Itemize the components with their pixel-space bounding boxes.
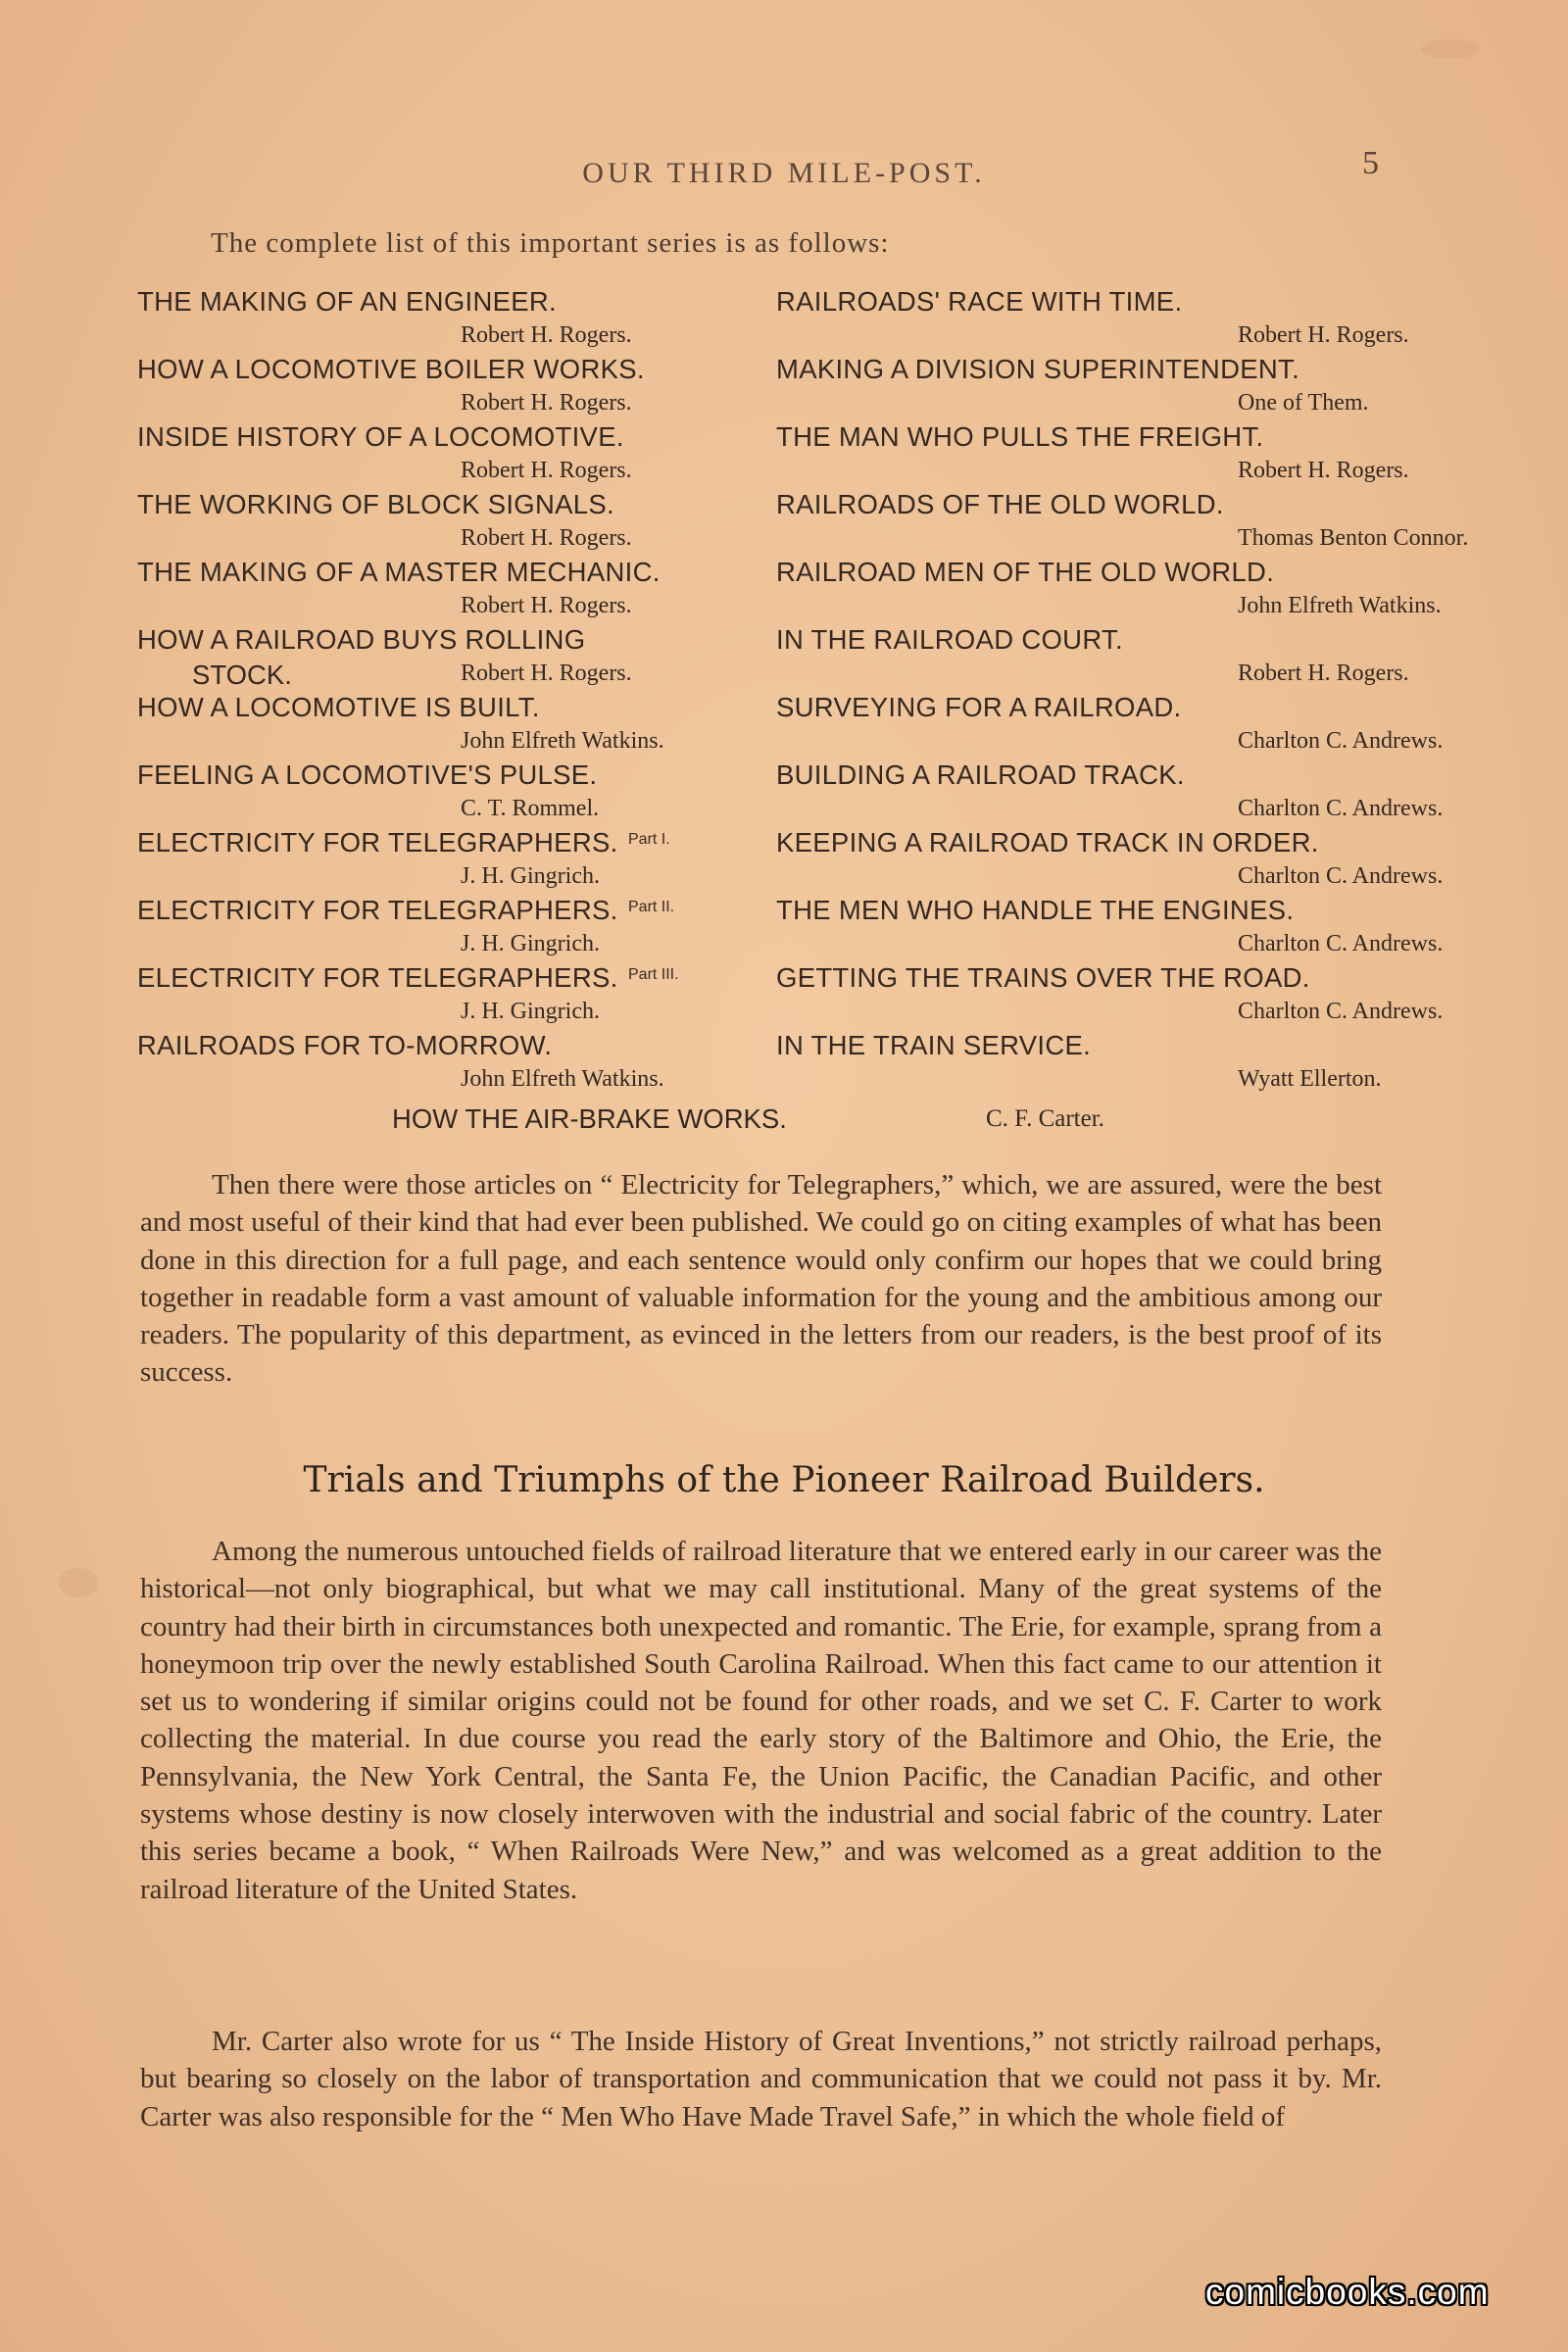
- series-author: Robert H. Rogers.: [1238, 661, 1409, 686]
- series-entry: [776, 624, 1409, 692]
- series-entry: [137, 1030, 755, 1098]
- series-title: GETTING THE TRAINS OVER THE ROAD.: [776, 962, 1310, 993]
- series-author: Robert H. Rogers.: [461, 322, 632, 348]
- series-title: THE MAKING OF AN ENGINEER.: [137, 286, 557, 317]
- section-heading: Trials and Triumphs of the Pioneer Railroad Builders.: [303, 1460, 1265, 1500]
- paragraph-historical: Among the numerous untouched fields of railroad literature that we entered early in our career was the historical—not only biographical, but what we may call institutional. Many of the great systems of the country had their birth in circumstances both unexpected and romantic. The Erie, for example, sprang from a honeymoon trip over the newly established South Carolina Railroad. When this fact came to our attention it set us to wondering if similar origins could not be found for other roads, and we set C. F. Carter to work collecting the material. In due course you read the early story of the Baltimore and Ohio, the Erie, the Pennsylvania, the New York Central, the Santa Fe, the Union Pacific, the Canadian Pacific, and other systems whose destiny is now closely interwoven with the industrial and social fabric of the country. Later this series became a book, “ When Railroads Were New,” and was welcomed as a great addition to the railroad literature of the United States.: [140, 1536, 1382, 1905]
- series-title: RAILROADS OF THE OLD WORLD.: [776, 489, 1224, 519]
- series-entry: [776, 557, 1442, 624]
- paper-stain: [1421, 39, 1480, 59]
- series-title: KEEPING A RAILROAD TRACK IN ORDER.: [776, 827, 1319, 858]
- series-entry: [137, 895, 755, 962]
- running-head: OUR THIRD MILE-POST.: [582, 157, 986, 189]
- series-title: THE WORKING OF BLOCK SIGNALS.: [137, 489, 614, 519]
- series-author: One of Them.: [1238, 390, 1369, 416]
- series-title: THE MEN WHO HANDLE THE ENGINES.: [776, 895, 1295, 925]
- series-entry: [776, 421, 1409, 489]
- series-author: C. F. Carter.: [986, 1105, 1104, 1132]
- series-entry: [137, 354, 755, 421]
- series-entry: [776, 827, 1444, 895]
- series-author: Robert H. Rogers.: [1238, 322, 1409, 348]
- series-entry: [137, 624, 755, 692]
- paragraph-telegraphers: Then there were those articles on “ Electricity for Telegraphers,” which, we are assured, were the best and most useful of their kind that had ever been published. We could go on citing examples of what has been done in this direction for a full page, and each sentence would only confirm our hopes that we could bring together in readable form a vast amount of valuable information for the young and the ambitious among our readers. The popularity of this department, as evinced in the letters from our readers, is the best proof of its success.: [140, 1169, 1382, 1389]
- series-title: HOW A RAILROAD BUYS ROLLING: [137, 624, 586, 655]
- series-author: Robert H. Rogers.: [1238, 458, 1409, 483]
- series-entry-final: [392, 1103, 1176, 1143]
- series-title-continued: STOCK.: [192, 660, 292, 690]
- series-author: Thomas Benton Connor.: [1238, 525, 1469, 551]
- series-entry: [137, 421, 755, 489]
- series-entry: [776, 760, 1444, 827]
- series-column-right: [776, 286, 1469, 1098]
- series-author: John Elfreth Watkins.: [461, 728, 664, 754]
- series-column-left: [137, 286, 755, 1098]
- series-part: Part III.: [628, 966, 679, 983]
- series-title: ELECTRICITY FOR TELEGRAPHERS.: [137, 895, 618, 925]
- series-entry: [776, 895, 1444, 962]
- series-title: RAILROADS' RACE WITH TIME.: [776, 286, 1183, 317]
- series-entry: [776, 354, 1398, 421]
- series-author: J. H. Gingrich.: [461, 931, 600, 956]
- series-author: Charlton C. Andrews.: [1238, 931, 1444, 956]
- paper-stain: [59, 1568, 98, 1597]
- series-author: Wyatt Ellerton.: [1238, 1066, 1382, 1092]
- series-entry: [776, 692, 1444, 760]
- series-entry: [137, 760, 755, 827]
- series-title: IN THE RAILROAD COURT.: [776, 624, 1123, 655]
- series-author: Robert H. Rogers.: [461, 458, 632, 483]
- series-author: Robert H. Rogers.: [461, 525, 632, 551]
- intro-line: The complete list of this important series is as follows:: [211, 227, 890, 259]
- series-author: Charlton C. Andrews.: [1238, 999, 1444, 1024]
- series-title: BUILDING A RAILROAD TRACK.: [776, 760, 1185, 790]
- series-title: RAILROAD MEN OF THE OLD WORLD.: [776, 557, 1275, 587]
- series-title: HOW THE AIR-BRAKE WORKS.: [392, 1103, 787, 1134]
- series-entry: [776, 489, 1469, 557]
- series-entry: [137, 692, 755, 760]
- series-title: HOW A LOCOMOTIVE BOILER WORKS.: [137, 354, 645, 384]
- series-author: C. T. Rommel.: [461, 796, 600, 821]
- series-list: [137, 286, 1469, 1100]
- series-title: MAKING A DIVISION SUPERINTENDENT.: [776, 354, 1300, 384]
- series-entry: [137, 962, 755, 1030]
- series-title: IN THE TRAIN SERVICE.: [776, 1030, 1092, 1060]
- series-author: Robert H. Rogers.: [461, 593, 632, 618]
- series-author: Charlton C. Andrews.: [1238, 863, 1444, 889]
- series-part: Part I.: [628, 831, 670, 848]
- series-entry: [137, 286, 755, 354]
- series-title: THE MAN WHO PULLS THE FREIGHT.: [776, 421, 1264, 452]
- series-author: Robert H. Rogers.: [461, 390, 632, 416]
- series-title: ELECTRICITY FOR TELEGRAPHERS.: [137, 962, 618, 993]
- series-entry: [776, 962, 1444, 1030]
- series-entry: [776, 286, 1409, 354]
- series-entry: [137, 827, 755, 895]
- series-entry: [137, 557, 755, 624]
- series-title: SURVEYING FOR A RAILROAD.: [776, 692, 1182, 722]
- series-author: Charlton C. Andrews.: [1238, 796, 1444, 821]
- paragraph-carter: Mr. Carter also wrote for us “ The Inside History of Great Inventions,” not strictly railroad perhaps, but bearing so closely on the labor of transportation and communication that we could not pass it by. Mr. Carter was also responsible for the “ Men Who Have Made Travel Safe,” in which the whole field of: [140, 2026, 1382, 2132]
- series-title: THE MAKING OF A MASTER MECHANIC.: [137, 557, 661, 587]
- series-title: ELECTRICITY FOR TELEGRAPHERS.: [137, 827, 618, 858]
- series-author: J. H. Gingrich.: [461, 999, 600, 1024]
- series-author: J. H. Gingrich.: [461, 863, 600, 889]
- page-number: 5: [1362, 145, 1379, 181]
- series-entry: [137, 489, 755, 557]
- series-part: Part II.: [628, 899, 675, 915]
- series-title: HOW A LOCOMOTIVE IS BUILT.: [137, 692, 540, 722]
- series-title: RAILROADS FOR TO-MORROW.: [137, 1030, 553, 1060]
- series-title: FEELING A LOCOMOTIVE'S PULSE.: [137, 760, 598, 790]
- watermark-logo: comicbooks.com: [1205, 2272, 1490, 2312]
- series-author: Charlton C. Andrews.: [1238, 728, 1444, 754]
- series-author: Robert H. Rogers.: [461, 661, 632, 686]
- series-title: INSIDE HISTORY OF A LOCOMOTIVE.: [137, 421, 624, 452]
- series-author: John Elfreth Watkins.: [461, 1066, 664, 1092]
- series-author: John Elfreth Watkins.: [1238, 593, 1442, 618]
- series-entry: [776, 1030, 1398, 1098]
